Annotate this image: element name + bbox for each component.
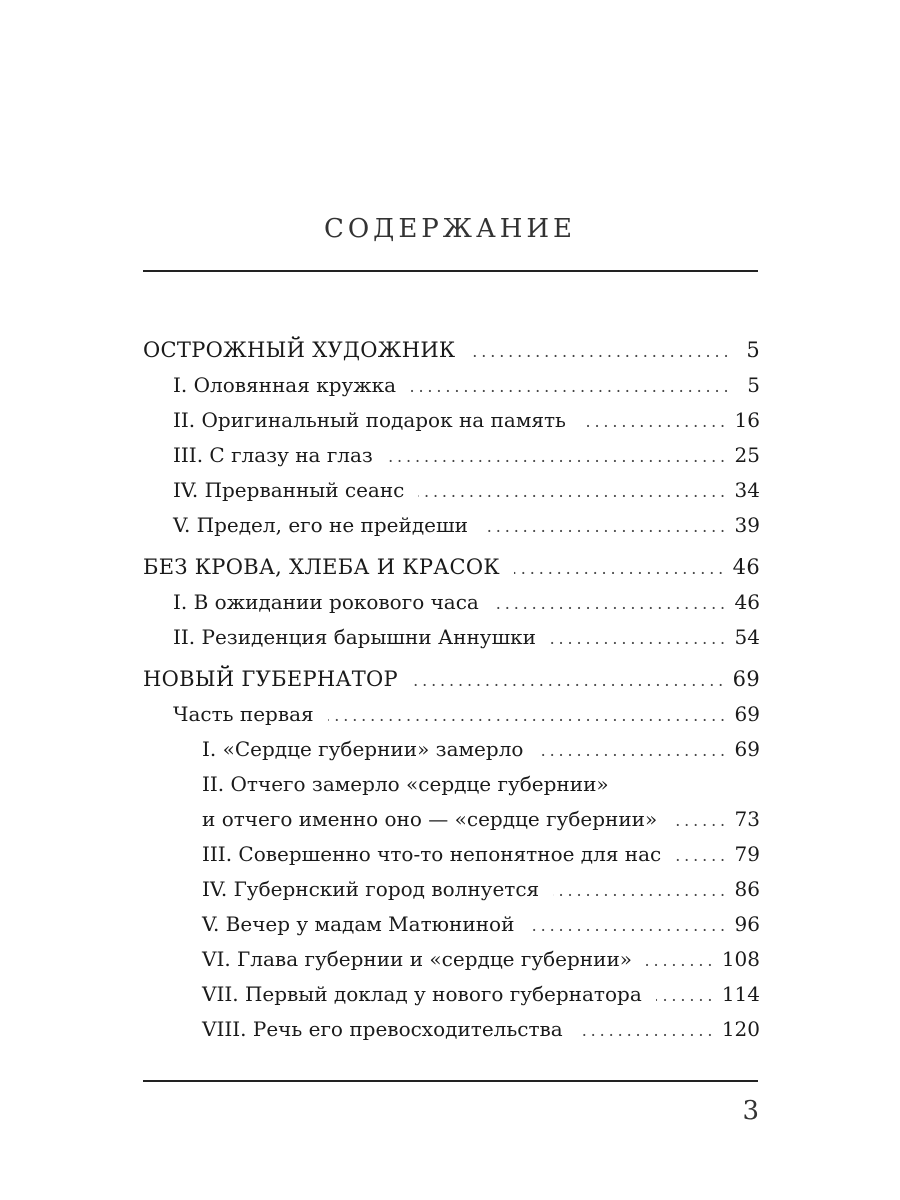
toc-chapter[interactable]: [143, 1012, 760, 1047]
toc-chapter[interactable]: [143, 620, 760, 655]
page-number: 3: [742, 1096, 759, 1126]
toc-chapter[interactable]: [143, 767, 760, 837]
dot-leader: [671, 803, 724, 838]
toc-chapter[interactable]: [143, 942, 760, 977]
dot-leader: [537, 733, 724, 768]
toc-entry-label: БЕЗ КРОВА, ХЛЕБА И КРАСОК: [143, 555, 500, 579]
toc-entry-line2: [202, 802, 760, 837]
dot-leader: [418, 474, 724, 509]
toc-chapter[interactable]: [143, 473, 760, 508]
toc-entry-label: I. В ожидании рокового часа: [173, 590, 479, 614]
toc-page-number: 46: [734, 590, 760, 614]
dot-leader: [493, 586, 725, 621]
toc-entry-label: V. Предел, его не прейдеши: [173, 513, 468, 537]
top-divider: [143, 270, 758, 272]
dot-leader: [328, 698, 725, 733]
page-title: СОДЕРЖАНИЕ: [323, 214, 577, 244]
toc-page-number: 96: [734, 912, 760, 936]
toc-chapter[interactable]: [143, 837, 760, 872]
toc-page-number: 120: [721, 1017, 760, 1041]
toc-part-heading[interactable]: [143, 333, 760, 368]
dot-leader: [387, 439, 725, 474]
toc-entry-label: II. Резиденция барышни Аннушки: [173, 625, 536, 649]
dot-leader: [412, 663, 723, 698]
toc-entry-label: III. С глазу на глаз: [173, 443, 373, 467]
dot-leader: [553, 873, 724, 908]
toc-page-number: 73: [734, 807, 760, 831]
toc-entry-label: I. «Сердце губернии» замерло: [202, 737, 524, 761]
toc-entry-label: Часть первая: [173, 702, 314, 726]
toc-section[interactable]: [143, 697, 760, 732]
toc-entry-label-line2: и отчего именно оно — «сердце губернии»: [202, 807, 658, 831]
dot-leader: [580, 404, 725, 439]
toc-page-number: 46: [732, 555, 760, 579]
dot-leader: [410, 369, 728, 404]
toc-chapter[interactable]: [143, 585, 760, 620]
toc-page-number: 69: [734, 737, 760, 761]
toc-chapter[interactable]: [143, 403, 760, 438]
toc-entry-label: VIII. Речь его превосходительства: [202, 1017, 563, 1041]
toc-page-number: 34: [734, 478, 760, 502]
toc-entry-label: III. Совершенно что-то непонятное для нас: [202, 842, 662, 866]
dot-leader: [469, 334, 728, 369]
toc-page-number: 54: [734, 625, 760, 649]
dot-leader: [550, 621, 725, 656]
bottom-divider: [143, 1080, 758, 1082]
toc-page-number: 86: [734, 877, 760, 901]
dot-leader: [528, 908, 724, 943]
toc-chapter[interactable]: [143, 508, 760, 543]
toc-entry-label: V. Вечер у мадам Матюниной: [202, 912, 515, 936]
toc-entry-label: VII. Первый доклад у нового губернатора: [202, 982, 642, 1006]
toc-entry-label: ОСТРОЖНЫЙ ХУДОЖНИК: [143, 338, 456, 362]
dot-leader: [514, 551, 723, 586]
toc-chapter[interactable]: [143, 438, 760, 473]
toc-chapter[interactable]: [143, 368, 760, 403]
toc-entry-label: VI. Глава губернии и «сердце губернии»: [202, 947, 633, 971]
toc-entry-label: I. Оловянная кружка: [173, 373, 397, 397]
toc-page-number: 79: [734, 842, 760, 866]
toc-chapter[interactable]: [143, 732, 760, 767]
toc-page-number: 25: [734, 443, 760, 467]
toc-entry-label: IV. Губернский город волнуется: [202, 877, 540, 901]
toc-page-number: 69: [732, 667, 760, 691]
toc-chapter[interactable]: [143, 872, 760, 907]
toc-entry-label: НОВЫЙ ГУБЕРНАТОР: [143, 667, 398, 691]
dot-leader: [675, 838, 724, 873]
toc-entry-label: IV. Прерванный сеанс: [173, 478, 405, 502]
dot-leader: [577, 1013, 712, 1048]
toc-page-number: 39: [734, 513, 760, 537]
dot-leader: [656, 978, 712, 1013]
toc-page-number: 114: [721, 982, 760, 1006]
toc-chapter[interactable]: [143, 907, 760, 942]
toc-page-number: 5: [747, 373, 760, 397]
dot-leader: [482, 509, 725, 544]
toc-page-number: 108: [721, 947, 760, 971]
dot-leader: [646, 943, 712, 978]
toc-entry-label-line1: II. Отчего замерло «сердце губернии»: [202, 772, 609, 796]
toc-page-number: 69: [734, 702, 760, 726]
table-of-contents: [143, 333, 760, 1047]
toc-chapter[interactable]: [143, 977, 760, 1012]
toc-page-number: 5: [746, 338, 760, 362]
toc-entry-label: II. Оригинальный подарок на память: [173, 408, 566, 432]
toc-part-heading[interactable]: [143, 662, 760, 697]
toc-page-number: 16: [734, 408, 760, 432]
toc-part-heading[interactable]: [143, 550, 760, 585]
